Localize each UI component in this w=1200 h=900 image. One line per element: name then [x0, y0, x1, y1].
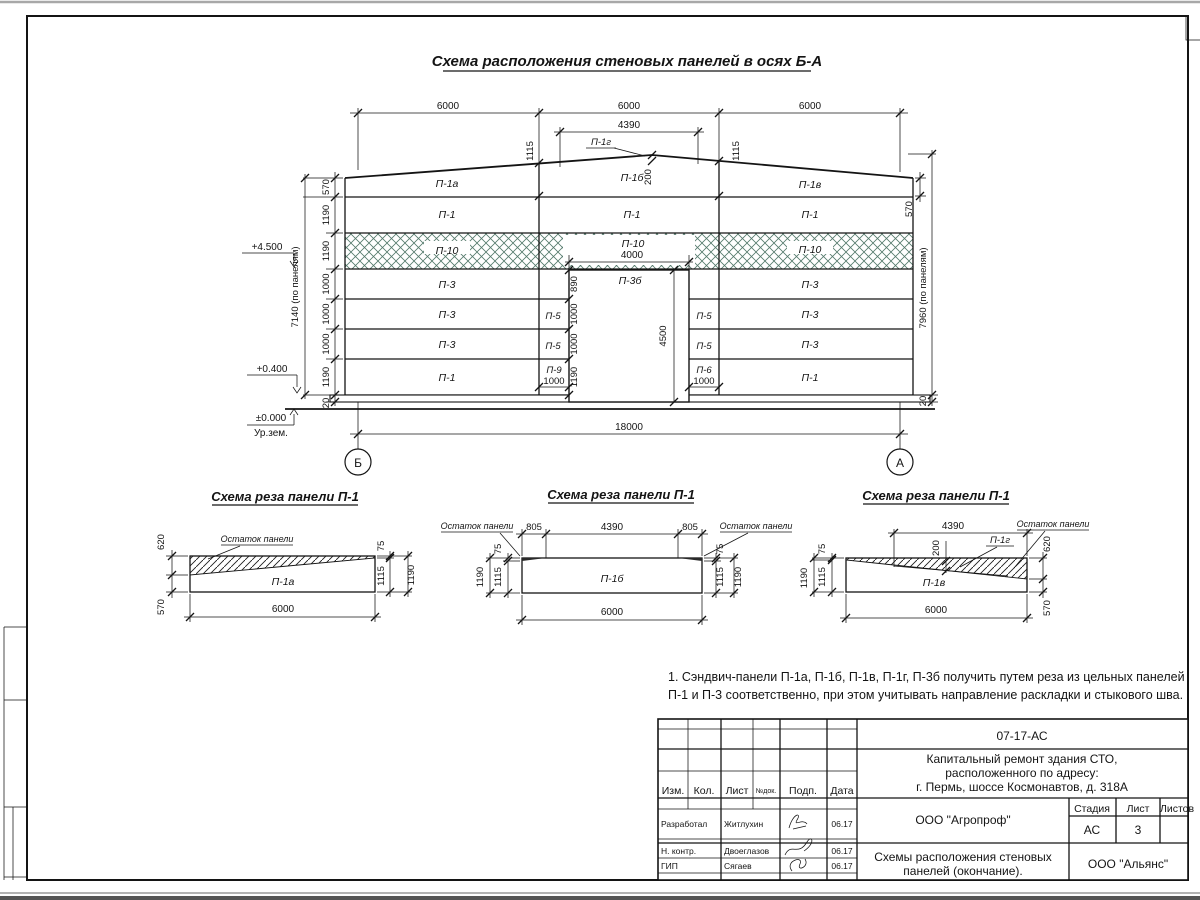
page-title: Схема расположения стеновых панелей в осях Б-А	[431, 53, 823, 70]
stamp-name-1: Житлухин	[724, 819, 764, 829]
note-line2: П-1 и П-3 соответственно, при этом учитывать направление раскладки и стыкового шва.	[668, 688, 1184, 702]
dim-ridge-width: 4390	[617, 120, 641, 131]
stamp-name-3: Сягаев	[724, 861, 752, 871]
stamp-role-3: ГИП	[661, 861, 678, 871]
ground-label: Ур.зем.	[254, 428, 288, 439]
stamp-name-2: Двоеглазов	[724, 846, 770, 856]
dim-span3: 6000	[798, 101, 822, 112]
level-0000: ±0.000	[255, 413, 287, 424]
cut-scheme-1	[156, 489, 417, 622]
dim-890: 890	[569, 276, 580, 292]
title-block	[658, 719, 1194, 880]
stamp-sheet-value: 3	[1134, 823, 1142, 837]
dim-1000: 1000	[569, 333, 580, 355]
svg-text:805: 805	[526, 522, 542, 533]
axis-b: Б	[354, 456, 362, 470]
stamp-project-line1: Капитальный ремонт здания СТО,	[926, 752, 1118, 766]
stamp-date-3: 06.17	[831, 861, 853, 871]
note-line1: 1. Сэндвич-панели П-1а, П-1б, П-1в, П-1г, П-3б получить путем реза из цельных панелей	[668, 670, 1185, 684]
svg-text:570: 570	[904, 201, 915, 217]
svg-text:1190: 1190	[321, 204, 332, 226]
axis-bubbles	[345, 449, 913, 475]
axis-a: А	[895, 456, 905, 470]
label-p1b: П-1б	[620, 172, 644, 184]
label-p1: П-1	[801, 209, 819, 221]
scheme1-title: Схема реза панели П-1	[211, 489, 359, 504]
svg-text:805: 805	[682, 522, 698, 533]
svg-text:4390: 4390	[600, 522, 624, 533]
left-dimensions	[290, 172, 343, 408]
stamp-project-line2: расположенного по адресу:	[945, 766, 1099, 780]
svg-text:75: 75	[493, 543, 504, 555]
svg-text:1000: 1000	[321, 273, 332, 295]
label-p1: П-1	[438, 209, 456, 221]
stamp-col-podp: Подп.	[789, 785, 817, 797]
scheme3-rest-label: Остаток панели	[1016, 519, 1090, 529]
scheme2-panel-label: П-1б	[600, 573, 624, 585]
label-p1v: П-1в	[798, 179, 822, 191]
stamp-subject-line1: Схемы расположения стеновых	[874, 850, 1052, 864]
label-p3: П-3	[438, 279, 456, 291]
label-p9: П-9	[546, 365, 562, 376]
stamp-date-1: 06.17	[831, 819, 853, 829]
stamp-col-ndok: №док.	[755, 788, 777, 795]
svg-text:200: 200	[931, 540, 942, 556]
svg-text:1190: 1190	[406, 564, 417, 586]
label-p3: П-3	[438, 339, 456, 351]
svg-text:620: 620	[1042, 536, 1053, 552]
stamp-date-2: 06.17	[831, 846, 853, 856]
svg-text:570: 570	[321, 179, 332, 195]
dim-span2: 6000	[617, 101, 641, 112]
svg-text:620: 620	[156, 534, 167, 550]
label-p5: П-5	[545, 341, 561, 352]
stamp-org: ООО "Агропроф"	[915, 813, 1011, 827]
scheme1-rest-label: Остаток панели	[220, 534, 294, 544]
svg-text:75: 75	[715, 543, 726, 555]
stamp-subject-line2: панелей (окончание).	[903, 864, 1023, 878]
dim-total-left: 7140 (по панелям)	[290, 246, 301, 328]
svg-text:1115: 1115	[817, 567, 828, 587]
label-p3: П-3	[801, 309, 819, 321]
stamp-col-data: Дата	[830, 785, 854, 797]
label-p5: П-5	[696, 341, 712, 352]
scheme3-title: Схема реза панели П-1	[862, 488, 1010, 503]
svg-text:1000: 1000	[321, 303, 332, 325]
note	[668, 670, 1185, 702]
cut-scheme-3	[799, 488, 1089, 623]
label-p5: П-5	[696, 311, 712, 322]
svg-text:6000: 6000	[271, 604, 295, 615]
dim-1190: 1190	[569, 366, 580, 388]
main-title	[432, 53, 822, 71]
elevation	[242, 101, 938, 475]
stamp-firm: ООО "Альянс"	[1087, 857, 1169, 871]
label-p6: П-6	[696, 365, 712, 376]
svg-text:570: 570	[1042, 600, 1053, 616]
svg-text:1115: 1115	[493, 567, 504, 587]
top-dimensions	[350, 101, 908, 200]
svg-text:1190: 1190	[321, 240, 332, 262]
stamp-role-2: Н. контр.	[661, 846, 697, 856]
stamp-role-1: Разработал	[661, 819, 708, 829]
svg-text:4390: 4390	[941, 521, 965, 532]
label-p3b: П-3б	[618, 275, 642, 287]
scheme2-rest-label-right: Остаток панели	[719, 521, 793, 531]
label-p1: П-1	[438, 372, 456, 384]
dim-1000: 1000	[569, 303, 580, 325]
cut-scheme-2	[441, 487, 793, 625]
level-0400: +0.400	[256, 364, 288, 375]
stamp-col-kol: Кол.	[693, 785, 715, 797]
stamp-stage-header: Стадия	[1074, 803, 1110, 815]
label-p1: П-1	[801, 372, 819, 384]
svg-text:75: 75	[817, 543, 828, 555]
svg-text:1190: 1190	[733, 566, 744, 588]
svg-text:1190: 1190	[475, 566, 486, 588]
dim-total-span: 18000	[615, 422, 643, 433]
label-p10: П-10	[798, 244, 822, 256]
scheme2-title: Схема реза панели П-1	[547, 487, 695, 502]
svg-text:570: 570	[156, 599, 167, 615]
stamp-col-izm: Изм.	[661, 785, 685, 797]
dim-1115-left: 1115	[525, 141, 536, 161]
dim-door-4500: 4500	[658, 325, 669, 347]
svg-text:4000: 4000	[620, 250, 644, 261]
stamp-doc-code: 07-17-АС	[996, 729, 1048, 743]
dim-p9-1000: 1000	[543, 376, 565, 387]
dim-1115-right: 1115	[731, 141, 742, 161]
scheme2-rest-label-left: Остаток панели	[440, 521, 514, 531]
svg-text:1190: 1190	[321, 366, 332, 388]
label-p1g: П-1г	[590, 137, 612, 148]
label-p1a: П-1а	[435, 178, 459, 190]
level-4500: +4.500	[251, 242, 283, 253]
label-p10: П-10	[621, 238, 645, 250]
stamp-sheets-header: Листов	[1159, 803, 1195, 815]
svg-text:1115: 1115	[715, 567, 726, 587]
label-p10: П-10	[435, 245, 459, 257]
label-p5: П-5	[545, 311, 561, 322]
dim-ridge-200: 200	[643, 169, 654, 185]
scheme3-p1g-label: П-1г	[989, 535, 1011, 546]
label-p3: П-3	[801, 339, 819, 351]
svg-text:20: 20	[321, 397, 332, 409]
stamp-stage-value: АС	[1083, 823, 1101, 837]
svg-text:1190: 1190	[799, 567, 810, 589]
svg-text:6000: 6000	[600, 607, 624, 618]
dim-span1: 6000	[436, 101, 460, 112]
stamp-project-line3: г. Пермь, шоссе Космонавтов, д. 318А	[916, 780, 1128, 794]
scheme3-panel-label: П-1в	[922, 577, 946, 589]
dim-total-right: 7960 (по панелям)	[918, 247, 929, 329]
dim-p6-1000: 1000	[693, 376, 715, 387]
svg-text:1115: 1115	[376, 566, 387, 586]
stamp-sheet-header: Лист	[1126, 803, 1150, 815]
svg-text:6000: 6000	[924, 605, 948, 616]
svg-text:20: 20	[918, 395, 929, 407]
scheme1-panel-label: П-1а	[271, 576, 295, 588]
label-p3: П-3	[801, 279, 819, 291]
svg-text:1000: 1000	[321, 333, 332, 355]
svg-text:75: 75	[376, 540, 387, 552]
right-dimensions	[904, 150, 938, 406]
label-p3: П-3	[438, 309, 456, 321]
stamp-col-list: Лист	[725, 785, 749, 797]
label-p1: П-1	[623, 209, 641, 221]
